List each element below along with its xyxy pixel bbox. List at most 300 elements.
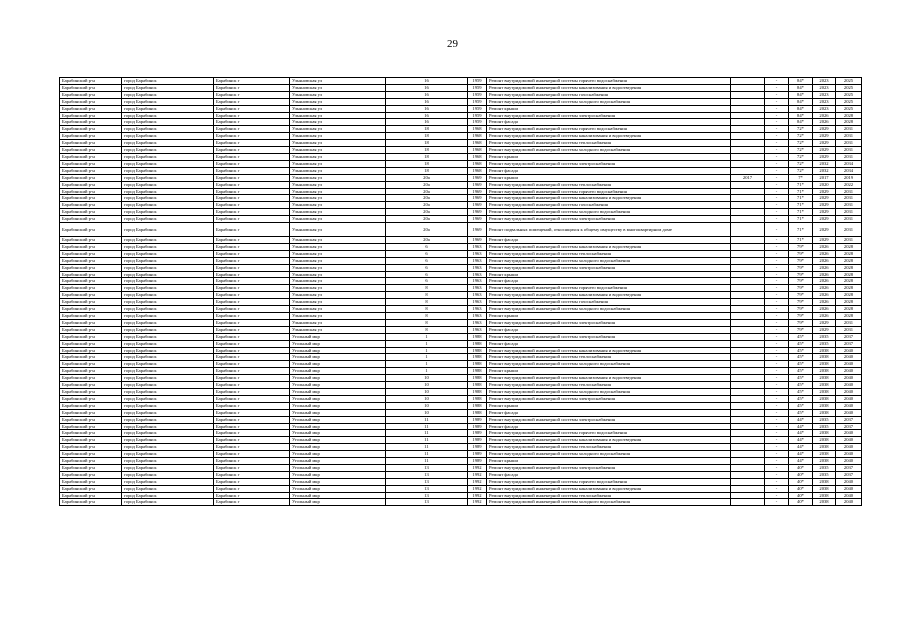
- dash-cell: -: [765, 119, 789, 126]
- table-row: [60, 306, 862, 313]
- street-cell: Ульяновская ул: [290, 223, 386, 237]
- house-number-cell: 1: [386, 354, 468, 361]
- street-cell: Ульяновская ул: [290, 257, 386, 264]
- district-cell: Барабинский р-н: [60, 188, 122, 195]
- dash-cell: -: [765, 423, 789, 430]
- city-cell: Барабинск г: [214, 216, 290, 223]
- wear-percent-cell: 72*: [789, 153, 813, 160]
- end-year-cell: 2028: [836, 285, 862, 292]
- city-cell: Барабинск г: [214, 174, 290, 181]
- settlement-cell: город Барабинск: [122, 98, 214, 105]
- completed-year-cell: [731, 160, 765, 167]
- work-type-cell: Ремонт внутридомовой инженерной системы канализования и водоотведения: [487, 195, 731, 202]
- start-year-cell: 2026: [813, 257, 836, 264]
- table-row: [60, 444, 862, 451]
- table-row: [60, 458, 862, 465]
- settlement-cell: город Барабинск: [122, 216, 214, 223]
- build-year-cell: 1992: [468, 492, 487, 499]
- city-cell: Барабинск г: [214, 223, 290, 237]
- work-type-cell: Ремонт внутридомовой инженерной системы канализования и водоотведения: [487, 437, 731, 444]
- end-year-cell: 2037: [836, 471, 862, 478]
- street-cell: Угольный мкр: [290, 471, 386, 478]
- city-cell: Барабинск г: [214, 464, 290, 471]
- wear-percent-cell: 84*: [789, 119, 813, 126]
- start-year-cell: 2026: [813, 306, 836, 313]
- wear-percent-cell: 71*: [789, 195, 813, 202]
- street-cell: Угольный мкр: [290, 375, 386, 382]
- city-cell: Барабинск г: [214, 78, 290, 85]
- city-cell: Барабинск г: [214, 202, 290, 209]
- build-year-cell: 1989: [468, 458, 487, 465]
- dash-cell: -: [765, 492, 789, 499]
- settlement-cell: город Барабинск: [122, 133, 214, 140]
- wear-percent-cell: 84*: [789, 98, 813, 105]
- wear-percent-cell: 45*: [789, 368, 813, 375]
- work-type-cell: Ремонт крыши: [487, 271, 731, 278]
- city-cell: Барабинск г: [214, 126, 290, 133]
- house-number-cell: 6: [386, 243, 468, 250]
- completed-year-cell: [731, 409, 765, 416]
- settlement-cell: город Барабинск: [122, 195, 214, 202]
- house-number-cell: 10: [386, 409, 468, 416]
- build-year-cell: 1988: [468, 409, 487, 416]
- house-number-cell: 11: [386, 437, 468, 444]
- start-year-cell: 2026: [813, 299, 836, 306]
- table-row: [60, 485, 862, 492]
- work-type-cell: Ремонт внутридомовой инженерной системы газоснабжения: [487, 91, 731, 98]
- completed-year-cell: [731, 478, 765, 485]
- district-cell: Барабинский р-н: [60, 78, 122, 85]
- work-type-cell: Ремонт внутридомовой инженерной системы электроснабжения: [487, 395, 731, 402]
- settlement-cell: город Барабинск: [122, 423, 214, 430]
- city-cell: Барабинск г: [214, 319, 290, 326]
- wear-percent-cell: 45*: [789, 388, 813, 395]
- completed-year-cell: [731, 340, 765, 347]
- dash-cell: -: [765, 464, 789, 471]
- end-year-cell: 2040: [836, 485, 862, 492]
- house-number-cell: 13: [386, 485, 468, 492]
- table-row: [60, 354, 862, 361]
- start-year-cell: 2038: [813, 499, 836, 506]
- house-number-cell: 8: [386, 299, 468, 306]
- settlement-cell: город Барабинск: [122, 126, 214, 133]
- start-year-cell: 2029: [813, 140, 836, 147]
- wear-percent-cell: 71*: [789, 223, 813, 237]
- work-type-cell: Ремонт подвальных помещений, относящихся к общему имуществу в многоквартирном доме: [487, 223, 731, 237]
- dash-cell: -: [765, 237, 789, 244]
- house-number-cell: 11: [386, 423, 468, 430]
- completed-year-cell: [731, 326, 765, 333]
- completed-year-cell: [731, 119, 765, 126]
- district-cell: Барабинский р-н: [60, 326, 122, 333]
- street-cell: Ульяновская ул: [290, 174, 386, 181]
- work-type-cell: Ремонт внутридомовой инженерной системы электроснабжения: [487, 319, 731, 326]
- build-year-cell: 1968: [468, 160, 487, 167]
- house-number-cell: 8: [386, 285, 468, 292]
- end-year-cell: 2040: [836, 395, 862, 402]
- build-year-cell: 1992: [468, 485, 487, 492]
- house-number-cell: 8: [386, 313, 468, 320]
- house-number-cell: 1: [386, 347, 468, 354]
- start-year-cell: 2029: [813, 133, 836, 140]
- end-year-cell: 2040: [836, 402, 862, 409]
- build-year-cell: 1988: [468, 361, 487, 368]
- city-cell: Барабинск г: [214, 388, 290, 395]
- settlement-cell: город Барабинск: [122, 243, 214, 250]
- dash-cell: -: [765, 340, 789, 347]
- city-cell: Барабинск г: [214, 160, 290, 167]
- dash-cell: -: [765, 264, 789, 271]
- settlement-cell: город Барабинск: [122, 437, 214, 444]
- city-cell: Барабинск г: [214, 299, 290, 306]
- build-year-cell: 1988: [468, 402, 487, 409]
- dash-cell: -: [765, 416, 789, 423]
- city-cell: Барабинск г: [214, 326, 290, 333]
- wear-percent-cell: 84*: [789, 112, 813, 119]
- table-row: [60, 112, 862, 119]
- house-number-cell: 18: [386, 167, 468, 174]
- dash-cell: -: [765, 271, 789, 278]
- work-type-cell: Ремонт внутридомовой инженерной системы электроснабжения: [487, 416, 731, 423]
- build-year-cell: 1963: [468, 243, 487, 250]
- settlement-cell: город Барабинск: [122, 340, 214, 347]
- work-type-cell: Ремонт внутридомовой инженерной системы горячего водоснабжения: [487, 285, 731, 292]
- work-type-cell: Ремонт внутридомовой инженерной системы канализования и водоотведения: [487, 84, 731, 91]
- end-year-cell: 2031: [836, 133, 862, 140]
- work-type-cell: Ремонт крыши: [487, 313, 731, 320]
- build-year-cell: 1989: [468, 451, 487, 458]
- district-cell: Барабинский р-н: [60, 257, 122, 264]
- district-cell: Барабинский р-н: [60, 416, 122, 423]
- city-cell: Барабинск г: [214, 285, 290, 292]
- start-year-cell: 2026: [813, 119, 836, 126]
- start-year-cell: 2029: [813, 216, 836, 223]
- house-number-cell: 18: [386, 140, 468, 147]
- dash-cell: -: [765, 451, 789, 458]
- city-cell: Барабинск г: [214, 451, 290, 458]
- house-number-cell: 10: [386, 382, 468, 389]
- city-cell: Барабинск г: [214, 98, 290, 105]
- district-cell: Барабинский р-н: [60, 402, 122, 409]
- street-cell: Ульяновская ул: [290, 126, 386, 133]
- dash-cell: -: [765, 499, 789, 506]
- district-cell: Барабинский р-н: [60, 250, 122, 257]
- completed-year-cell: [731, 382, 765, 389]
- settlement-cell: город Барабинск: [122, 382, 214, 389]
- settlement-cell: город Барабинск: [122, 271, 214, 278]
- settlement-cell: город Барабинск: [122, 264, 214, 271]
- street-cell: Ульяновская ул: [290, 202, 386, 209]
- street-cell: Ульяновская ул: [290, 313, 386, 320]
- work-type-cell: Ремонт внутридомовой инженерной системы холодного водоснабжения: [487, 499, 731, 506]
- settlement-cell: город Барабинск: [122, 292, 214, 299]
- city-cell: Барабинск г: [214, 361, 290, 368]
- work-type-cell: Ремонт фасада: [487, 167, 731, 174]
- start-year-cell: 2032: [813, 167, 836, 174]
- start-year-cell: 2038: [813, 485, 836, 492]
- wear-percent-cell: 72*: [789, 160, 813, 167]
- city-cell: Барабинск г: [214, 485, 290, 492]
- end-year-cell: 2025: [836, 78, 862, 85]
- completed-year-cell: [731, 105, 765, 112]
- table-row: [60, 140, 862, 147]
- city-cell: Барабинск г: [214, 257, 290, 264]
- street-cell: Ульяновская ул: [290, 292, 386, 299]
- completed-year-cell: [731, 444, 765, 451]
- table-row: [60, 147, 862, 154]
- build-year-cell: 1963: [468, 299, 487, 306]
- end-year-cell: 2040: [836, 382, 862, 389]
- completed-year-cell: [731, 319, 765, 326]
- district-cell: Барабинский р-н: [60, 243, 122, 250]
- wear-percent-cell: 44*: [789, 416, 813, 423]
- table-row: [60, 153, 862, 160]
- house-number-cell: 16: [386, 78, 468, 85]
- start-year-cell: 2023: [813, 98, 836, 105]
- city-cell: Барабинск г: [214, 492, 290, 499]
- dash-cell: -: [765, 430, 789, 437]
- street-cell: Угольный мкр: [290, 354, 386, 361]
- end-year-cell: 2025: [836, 98, 862, 105]
- district-cell: Барабинский р-н: [60, 368, 122, 375]
- end-year-cell: 2034: [836, 167, 862, 174]
- city-cell: Барабинск г: [214, 181, 290, 188]
- work-type-cell: Ремонт внутридомовой инженерной системы горячего водоснабжения: [487, 478, 731, 485]
- house-number-cell: 20а: [386, 188, 468, 195]
- wear-percent-cell: 44*: [789, 430, 813, 437]
- start-year-cell: 2026: [813, 250, 836, 257]
- work-type-cell: Ремонт внутридомовой инженерной системы холодного водоснабжения: [487, 98, 731, 105]
- completed-year-cell: [731, 188, 765, 195]
- settlement-cell: город Барабинск: [122, 395, 214, 402]
- wear-percent-cell: 44*: [789, 451, 813, 458]
- start-year-cell: 2026: [813, 278, 836, 285]
- house-number-cell: 13: [386, 471, 468, 478]
- settlement-cell: город Барабинск: [122, 160, 214, 167]
- settlement-cell: город Барабинск: [122, 333, 214, 340]
- street-cell: Угольный мкр: [290, 388, 386, 395]
- street-cell: Угольный мкр: [290, 437, 386, 444]
- table-row: [60, 499, 862, 506]
- wear-percent-cell: 45*: [789, 347, 813, 354]
- dash-cell: -: [765, 292, 789, 299]
- work-type-cell: Ремонт внутридомовой инженерной системы холодного водоснабжения: [487, 257, 731, 264]
- completed-year-cell: [731, 299, 765, 306]
- district-cell: Барабинский р-н: [60, 167, 122, 174]
- completed-year-cell: [731, 354, 765, 361]
- work-type-cell: Ремонт внутридомовой инженерной системы холодного водоснабжения: [487, 388, 731, 395]
- city-cell: Барабинск г: [214, 306, 290, 313]
- dash-cell: -: [765, 306, 789, 313]
- wear-percent-cell: 79*: [789, 319, 813, 326]
- work-type-cell: Ремонт внутридомовой инженерной системы теплоснабжения: [487, 492, 731, 499]
- wear-percent-cell: 40*: [789, 464, 813, 471]
- house-number-cell: 18: [386, 153, 468, 160]
- build-year-cell: 1969: [468, 174, 487, 181]
- district-cell: Барабинский р-н: [60, 84, 122, 91]
- work-type-cell: Ремонт фасада: [487, 471, 731, 478]
- completed-year-cell: [731, 430, 765, 437]
- district-cell: Барабинский р-н: [60, 361, 122, 368]
- dash-cell: -: [765, 84, 789, 91]
- city-cell: Барабинск г: [214, 105, 290, 112]
- district-cell: Барабинский р-н: [60, 126, 122, 133]
- start-year-cell: 2026: [813, 313, 836, 320]
- district-cell: Барабинский р-н: [60, 278, 122, 285]
- house-number-cell: 20а: [386, 237, 468, 244]
- build-year-cell: 1963: [468, 313, 487, 320]
- dash-cell: -: [765, 382, 789, 389]
- street-cell: Ульяновская ул: [290, 140, 386, 147]
- city-cell: Барабинск г: [214, 347, 290, 354]
- settlement-cell: город Барабинск: [122, 105, 214, 112]
- city-cell: Барабинск г: [214, 237, 290, 244]
- end-year-cell: 2028: [836, 250, 862, 257]
- table-row: [60, 126, 862, 133]
- district-cell: Барабинский р-н: [60, 333, 122, 340]
- completed-year-cell: [731, 485, 765, 492]
- build-year-cell: 1969: [468, 188, 487, 195]
- street-cell: Ульяновская ул: [290, 84, 386, 91]
- build-year-cell: 1992: [468, 499, 487, 506]
- dash-cell: -: [765, 112, 789, 119]
- completed-year-cell: [731, 147, 765, 154]
- city-cell: Барабинск г: [214, 119, 290, 126]
- end-year-cell: 2031: [836, 202, 862, 209]
- end-year-cell: 2031: [836, 209, 862, 216]
- house-number-cell: 20а: [386, 174, 468, 181]
- completed-year-cell: [731, 167, 765, 174]
- settlement-cell: город Барабинск: [122, 313, 214, 320]
- end-year-cell: 2040: [836, 430, 862, 437]
- dash-cell: -: [765, 437, 789, 444]
- district-cell: Барабинский р-н: [60, 112, 122, 119]
- wear-percent-cell: 72*: [789, 133, 813, 140]
- completed-year-cell: [731, 223, 765, 237]
- start-year-cell: 2023: [813, 105, 836, 112]
- street-cell: Ульяновская ул: [290, 271, 386, 278]
- settlement-cell: город Барабинск: [122, 140, 214, 147]
- wear-percent-cell: 44*: [789, 458, 813, 465]
- city-cell: Барабинск г: [214, 243, 290, 250]
- house-number-cell: 20а: [386, 202, 468, 209]
- start-year-cell: 2029: [813, 209, 836, 216]
- table-row: [60, 264, 862, 271]
- wear-percent-cell: 71*: [789, 209, 813, 216]
- start-year-cell: 2035: [813, 464, 836, 471]
- work-type-cell: Ремонт внутридомовой инженерной системы канализования и водоотведения: [487, 292, 731, 299]
- house-number-cell: 6: [386, 271, 468, 278]
- work-type-cell: Ремонт внутридомовой инженерной системы горячего водоснабжения: [487, 126, 731, 133]
- district-cell: Барабинский р-н: [60, 237, 122, 244]
- district-cell: Барабинский р-н: [60, 485, 122, 492]
- table-row: [60, 195, 862, 202]
- end-year-cell: 2028: [836, 264, 862, 271]
- street-cell: Ульяновская ул: [290, 105, 386, 112]
- district-cell: Барабинский р-н: [60, 91, 122, 98]
- wear-percent-cell: 40*: [789, 471, 813, 478]
- build-year-cell: 1963: [468, 285, 487, 292]
- start-year-cell: 2038: [813, 478, 836, 485]
- completed-year-cell: [731, 458, 765, 465]
- table-row: [60, 388, 862, 395]
- dash-cell: -: [765, 133, 789, 140]
- work-type-cell: Ремонт внутридомовой инженерной системы канализования и водоотведения: [487, 485, 731, 492]
- dash-cell: -: [765, 285, 789, 292]
- city-cell: Барабинск г: [214, 112, 290, 119]
- street-cell: Ульяновская ул: [290, 237, 386, 244]
- end-year-cell: 2025: [836, 105, 862, 112]
- table-row: [60, 375, 862, 382]
- build-year-cell: 1992: [468, 464, 487, 471]
- city-cell: Барабинск г: [214, 416, 290, 423]
- settlement-cell: город Барабинск: [122, 492, 214, 499]
- house-number-cell: 1: [386, 333, 468, 340]
- work-type-cell: Ремонт внутридомовой инженерной системы электроснабжения: [487, 333, 731, 340]
- district-cell: Барабинский р-н: [60, 133, 122, 140]
- city-cell: Барабинск г: [214, 458, 290, 465]
- work-type-cell: Ремонт внутридомовой инженерной системы теплоснабжения: [487, 250, 731, 257]
- district-cell: Барабинский р-н: [60, 147, 122, 154]
- district-cell: Барабинский р-н: [60, 492, 122, 499]
- wear-percent-cell: 45*: [789, 333, 813, 340]
- house-number-cell: 1: [386, 368, 468, 375]
- build-year-cell: 1963: [468, 278, 487, 285]
- dash-cell: -: [765, 375, 789, 382]
- district-cell: Барабинский р-н: [60, 388, 122, 395]
- district-cell: Барабинский р-н: [60, 437, 122, 444]
- completed-year-cell: [731, 237, 765, 244]
- completed-year-cell: [731, 292, 765, 299]
- street-cell: Ульяновская ул: [290, 133, 386, 140]
- completed-year-cell: [731, 361, 765, 368]
- build-year-cell: 1969: [468, 195, 487, 202]
- city-cell: Барабинск г: [214, 375, 290, 382]
- street-cell: Угольный мкр: [290, 430, 386, 437]
- district-cell: Барабинский р-н: [60, 382, 122, 389]
- wear-percent-cell: 79*: [789, 306, 813, 313]
- completed-year-cell: [731, 153, 765, 160]
- work-type-cell: Ремонт внутридомовой инженерной системы электроснабжения: [487, 160, 731, 167]
- house-number-cell: 10: [386, 402, 468, 409]
- completed-year-cell: [731, 126, 765, 133]
- settlement-cell: город Барабинск: [122, 375, 214, 382]
- street-cell: Ульяновская ул: [290, 160, 386, 167]
- district-cell: Барабинский р-н: [60, 223, 122, 237]
- table-row: [60, 119, 862, 126]
- district-cell: Барабинский р-н: [60, 423, 122, 430]
- work-type-cell: Ремонт внутридомовой инженерной системы газоснабжения: [487, 299, 731, 306]
- city-cell: Барабинск г: [214, 478, 290, 485]
- dash-cell: -: [765, 98, 789, 105]
- dash-cell: -: [765, 243, 789, 250]
- wear-percent-cell: 79*: [789, 250, 813, 257]
- end-year-cell: 2040: [836, 409, 862, 416]
- dash-cell: -: [765, 160, 789, 167]
- completed-year-cell: [731, 416, 765, 423]
- work-type-cell: Ремонт внутридомовой инженерной системы электроснабжения: [487, 216, 731, 223]
- work-type-cell: Ремонт внутридомовой инженерной системы холодного водоснабжения: [487, 306, 731, 313]
- house-number-cell: 1: [386, 340, 468, 347]
- street-cell: Ульяновская ул: [290, 326, 386, 333]
- build-year-cell: 1963: [468, 326, 487, 333]
- settlement-cell: город Барабинск: [122, 278, 214, 285]
- work-type-cell: Ремонт внутридомовой инженерной системы электроснабжения: [487, 264, 731, 271]
- build-year-cell: 1989: [468, 444, 487, 451]
- build-year-cell: 1959: [468, 84, 487, 91]
- district-cell: Барабинский р-н: [60, 209, 122, 216]
- city-cell: Барабинск г: [214, 147, 290, 154]
